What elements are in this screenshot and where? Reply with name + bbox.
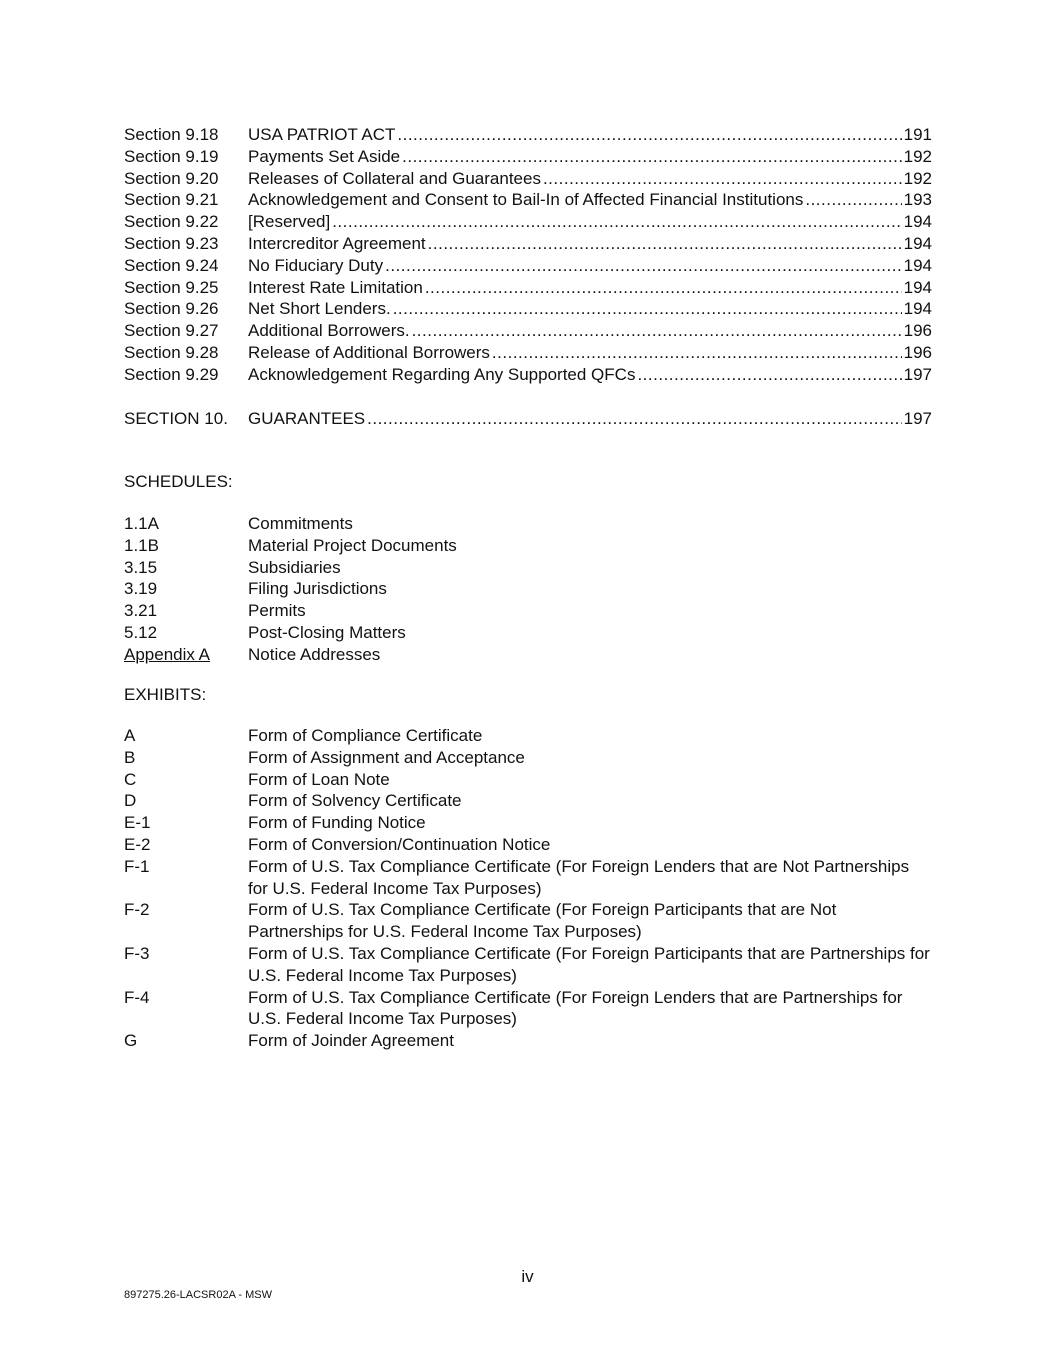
toc-row — [124, 342, 932, 364]
toc-section-title: Release of Additional Borrowers — [248, 342, 490, 362]
toc-section-title: No Fiduciary Duty — [248, 255, 384, 275]
schedule-number: 5.12 — [124, 622, 158, 642]
schedules-heading: SCHEDULES: — [124, 472, 233, 491]
list-item — [124, 790, 932, 812]
dot-leader — [428, 233, 902, 255]
exhibit-letter: C — [124, 769, 137, 789]
exhibit-letter: A — [124, 726, 136, 745]
toc-section-title: Intercreditor Agreement — [248, 233, 426, 253]
schedule-title: Notice Addresses — [248, 644, 381, 664]
toc-section-number: Section 9.20 — [124, 168, 219, 188]
list-item — [124, 899, 932, 943]
toc-section-title: Acknowledgement and Consent to Bail-In of Affected Financial Institutions — [248, 190, 804, 210]
list-item — [124, 600, 932, 622]
toc-section-number: Section 9.19 — [124, 146, 219, 166]
exhibit-letter: F-2 — [124, 900, 150, 920]
schedule-title: Subsidiaries — [248, 557, 341, 577]
exhibit-title: Form of U.S. Tax Compliance Certificate (For Foreign Lenders that are Not Partnerships for U.S. Federal Income Tax Purposes) — [248, 856, 910, 898]
schedule-title: Material Project Documents — [248, 535, 457, 555]
list-item — [124, 622, 932, 644]
list-item — [124, 557, 932, 579]
toc-row — [124, 168, 932, 190]
table-of-contents — [124, 124, 932, 429]
dot-leader — [425, 277, 902, 299]
schedule-title: Post-Closing Matters — [248, 622, 406, 642]
toc-row — [124, 189, 932, 211]
toc-page-number: 197 — [903, 408, 932, 428]
toc-page-number: 197 — [903, 364, 932, 384]
toc-section-number: Section 9.18 — [124, 125, 219, 144]
exhibit-title: Form of Joinder Agreement — [248, 1031, 454, 1051]
toc-page-number: 196 — [903, 342, 932, 362]
toc-section-number: Section 9.27 — [124, 321, 219, 341]
list-item — [124, 1030, 932, 1052]
exhibit-title: Form of U.S. Tax Compliance Certificate (For Foreign Participants that are Not Partnerships for U.S. Federal Income Tax Purposes) — [248, 900, 837, 942]
exhibit-letter: F-3 — [124, 943, 150, 963]
toc-section-number: Section 9.24 — [124, 255, 219, 275]
exhibit-title: Form of Compliance Certificate — [248, 726, 483, 745]
exhibit-title: Form of U.S. Tax Compliance Certificate (For Foreign Participants that are Partnerships for U.S. Federal Income Tax Purposes) — [248, 943, 930, 985]
toc-section-number: Section 9.21 — [124, 190, 219, 210]
toc-section-number: Section 9.23 — [124, 233, 219, 253]
exhibit-letter: E-2 — [124, 834, 151, 854]
toc-section-title: GUARANTEES — [248, 408, 366, 428]
toc-row — [124, 255, 932, 277]
toc-page-number: 191 — [903, 125, 932, 144]
toc-page-number: 194 — [903, 233, 932, 253]
exhibit-title: Form of Loan Note — [248, 769, 390, 789]
list-item — [124, 513, 932, 535]
exhibit-letter: F-4 — [124, 987, 150, 1007]
toc-page-number: 192 — [903, 168, 932, 188]
exhibit-title: Form of Funding Notice — [248, 813, 426, 833]
toc-page-number: 192 — [903, 146, 932, 166]
toc-page-number: 194 — [903, 212, 932, 232]
list-item — [124, 644, 932, 666]
toc-row — [124, 146, 932, 168]
list-item — [124, 725, 932, 747]
list-item — [124, 578, 932, 600]
exhibit-letter: D — [124, 791, 137, 811]
list-item — [124, 747, 932, 769]
toc-section-title: Releases of Collateral and Guarantees — [248, 168, 541, 188]
toc-section-title: USA PATRIOT ACT — [248, 125, 396, 144]
list-item — [124, 834, 932, 856]
toc-page-number: 193 — [903, 190, 932, 210]
document-id: 897275.26-LACSR02A - MSW — [124, 1289, 272, 1301]
exhibit-letter: B — [124, 747, 136, 767]
toc-section-title: Net Short Lenders. — [248, 299, 391, 319]
toc-row — [124, 364, 932, 386]
toc-section-number: Section 9.28 — [124, 342, 219, 362]
dot-leader — [393, 298, 902, 320]
page-number: iv — [521, 1267, 534, 1286]
list-item — [124, 769, 932, 791]
toc-row — [124, 298, 932, 320]
toc-section-number: Section 9.22 — [124, 212, 219, 232]
toc-section-title: Payments Set Aside — [248, 146, 401, 166]
exhibit-title: Form of Assignment and Acceptance — [248, 747, 525, 767]
appendix-label: Appendix A — [124, 644, 211, 664]
schedule-number: 3.21 — [124, 601, 158, 621]
toc-row-section-10 — [124, 408, 932, 430]
toc-row — [124, 320, 932, 342]
toc-section-number: Section 9.29 — [124, 364, 219, 384]
schedule-number: 3.19 — [124, 579, 158, 599]
list-item — [124, 987, 932, 1031]
dot-leader — [385, 255, 902, 277]
toc-section-number: SECTION 10. — [124, 408, 228, 428]
toc-page-number: 194 — [903, 255, 932, 275]
toc-section-title: [Reserved] — [248, 212, 331, 232]
schedule-title: Filing Jurisdictions — [248, 579, 387, 599]
toc-section-number: Section 9.26 — [124, 299, 219, 319]
exhibits-heading: EXHIBITS: — [124, 685, 207, 704]
exhibit-letter: E-1 — [124, 813, 151, 833]
list-item — [124, 943, 932, 987]
toc-section-title: Interest Rate Limitation — [248, 277, 423, 297]
toc-row — [124, 233, 932, 255]
dot-leader — [543, 168, 902, 190]
exhibit-title: Form of U.S. Tax Compliance Certificate (For Foreign Lenders that are Partnerships for U.S. Federal Income Tax Purposes) — [248, 987, 903, 1029]
toc-section-title: Acknowledgement Regarding Any Supported QFCs — [248, 364, 636, 384]
toc-row — [124, 211, 932, 233]
toc-page-number: 194 — [903, 299, 932, 319]
dot-leader — [637, 364, 901, 386]
dot-leader — [492, 342, 902, 364]
dot-leader — [805, 189, 901, 211]
exhibit-title: Form of Conversion/Continuation Notice — [248, 834, 551, 854]
list-item — [124, 535, 932, 557]
dot-leader — [412, 320, 902, 342]
schedule-number: 1.1A — [124, 514, 159, 533]
dot-leader — [397, 124, 901, 146]
exhibits-list — [124, 725, 932, 1052]
dot-leader — [332, 211, 901, 233]
toc-page-number: 194 — [903, 277, 932, 297]
toc-section-number: Section 9.25 — [124, 277, 219, 297]
schedule-number: 1.1B — [124, 535, 159, 555]
toc-page-number: 196 — [903, 321, 932, 341]
exhibit-title: Form of Solvency Certificate — [248, 791, 462, 811]
list-item — [124, 812, 932, 834]
exhibit-letter: G — [124, 1031, 138, 1051]
list-item — [124, 856, 932, 900]
toc-section-title: Additional Borrowers. — [248, 321, 410, 341]
toc-row — [124, 124, 932, 146]
schedule-title: Commitments — [248, 514, 353, 533]
exhibit-letter: F-1 — [124, 856, 150, 876]
dot-leader — [367, 408, 901, 430]
dot-leader — [402, 146, 901, 168]
schedule-title: Permits — [248, 601, 306, 621]
schedule-number: 3.15 — [124, 557, 158, 577]
schedules-list — [124, 513, 932, 666]
toc-row — [124, 277, 932, 299]
